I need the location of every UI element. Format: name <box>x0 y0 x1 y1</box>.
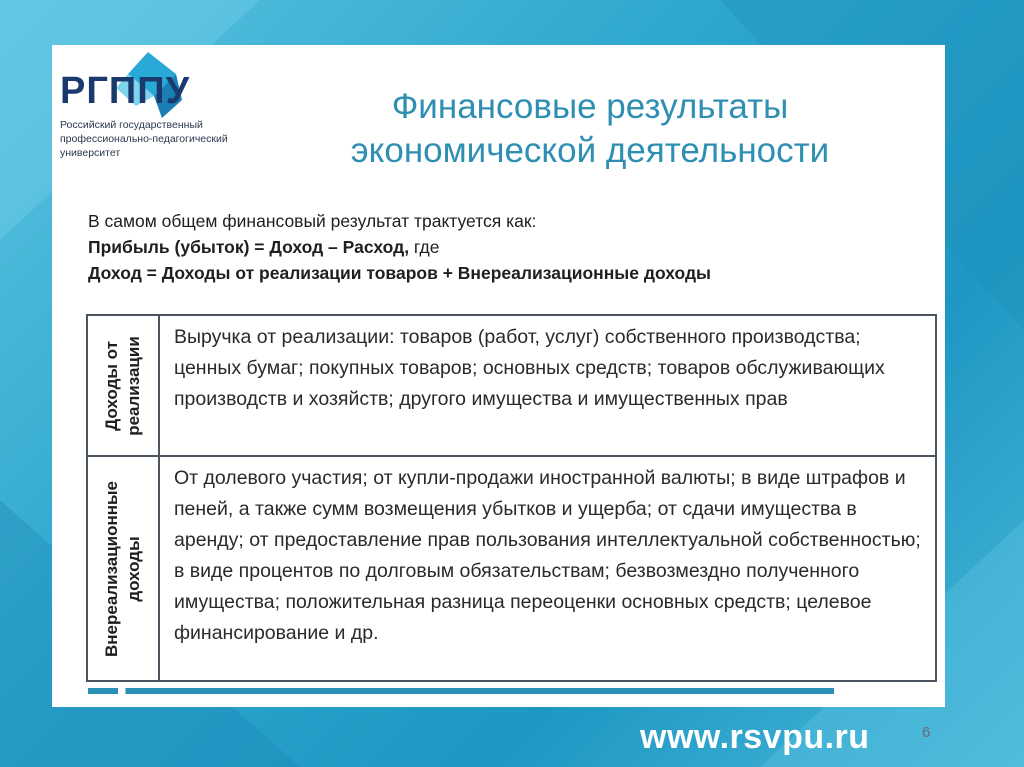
row-header-line: Доходы от <box>102 340 121 431</box>
intro-line: В самом общем финансовый результат трактуется как: <box>88 211 537 231</box>
formula-income: Доход = Доходы от реализации товаров + Внереализационные доходы <box>88 263 712 283</box>
logo-subtitle-line: университет <box>60 147 121 159</box>
logo-name: РГППУ <box>60 70 191 112</box>
row-header-sales-income <box>87 315 159 456</box>
formula-profit-bold: Прибыль (убыток) = Доход – Расход, <box>88 237 410 257</box>
row-header-text <box>101 480 145 656</box>
row-header-text <box>101 336 145 436</box>
income-table <box>86 314 937 682</box>
logo-subtitle-line: Российский государственный <box>60 119 203 131</box>
logo-subtitle-line: профессионально-педагогический <box>60 133 228 145</box>
site-url: www.rsvpu.ru <box>640 718 870 756</box>
row-header-non-operating-income <box>87 456 159 681</box>
slide-title-line: Финансовые результаты <box>391 87 789 126</box>
logo-subtitle <box>60 118 228 160</box>
accent-bar <box>88 688 834 694</box>
formula-profit-rest: где <box>409 237 440 257</box>
formula-profit <box>88 234 918 260</box>
page-number: 6 <box>922 724 931 741</box>
row-header-line: реализации <box>124 335 143 436</box>
slide-title <box>270 85 910 173</box>
row-header-line: доходы <box>124 535 143 602</box>
row-header-line: Внереализационные <box>102 480 121 657</box>
row-text-non-operating-income: От долевого участия; от купли-продажи иностранной валюты; в виде штрафов и пеней, а также сумм возмещения убытков и ущерба; от сдачи имущества в аренду; от предоставление прав пользования интеллектуальной собственностью; в виде процентов по долговым обязательствам; безвозмездно полученного имущества; положительная разница переоценки основных средств; целевое финансирование и др. <box>159 456 936 681</box>
intro-text <box>88 208 918 286</box>
slide-title-line: экономической деятельности <box>350 131 830 170</box>
table-row <box>87 315 936 456</box>
row-text-sales-income: Выручка от реализации: товаров (работ, услуг) собственного производства; ценных бумаг; покупных товаров; основных средств; товаров обслуживающих производств и хозяйств; другого имущества и имущественных прав <box>159 315 936 456</box>
table-row <box>87 456 936 681</box>
